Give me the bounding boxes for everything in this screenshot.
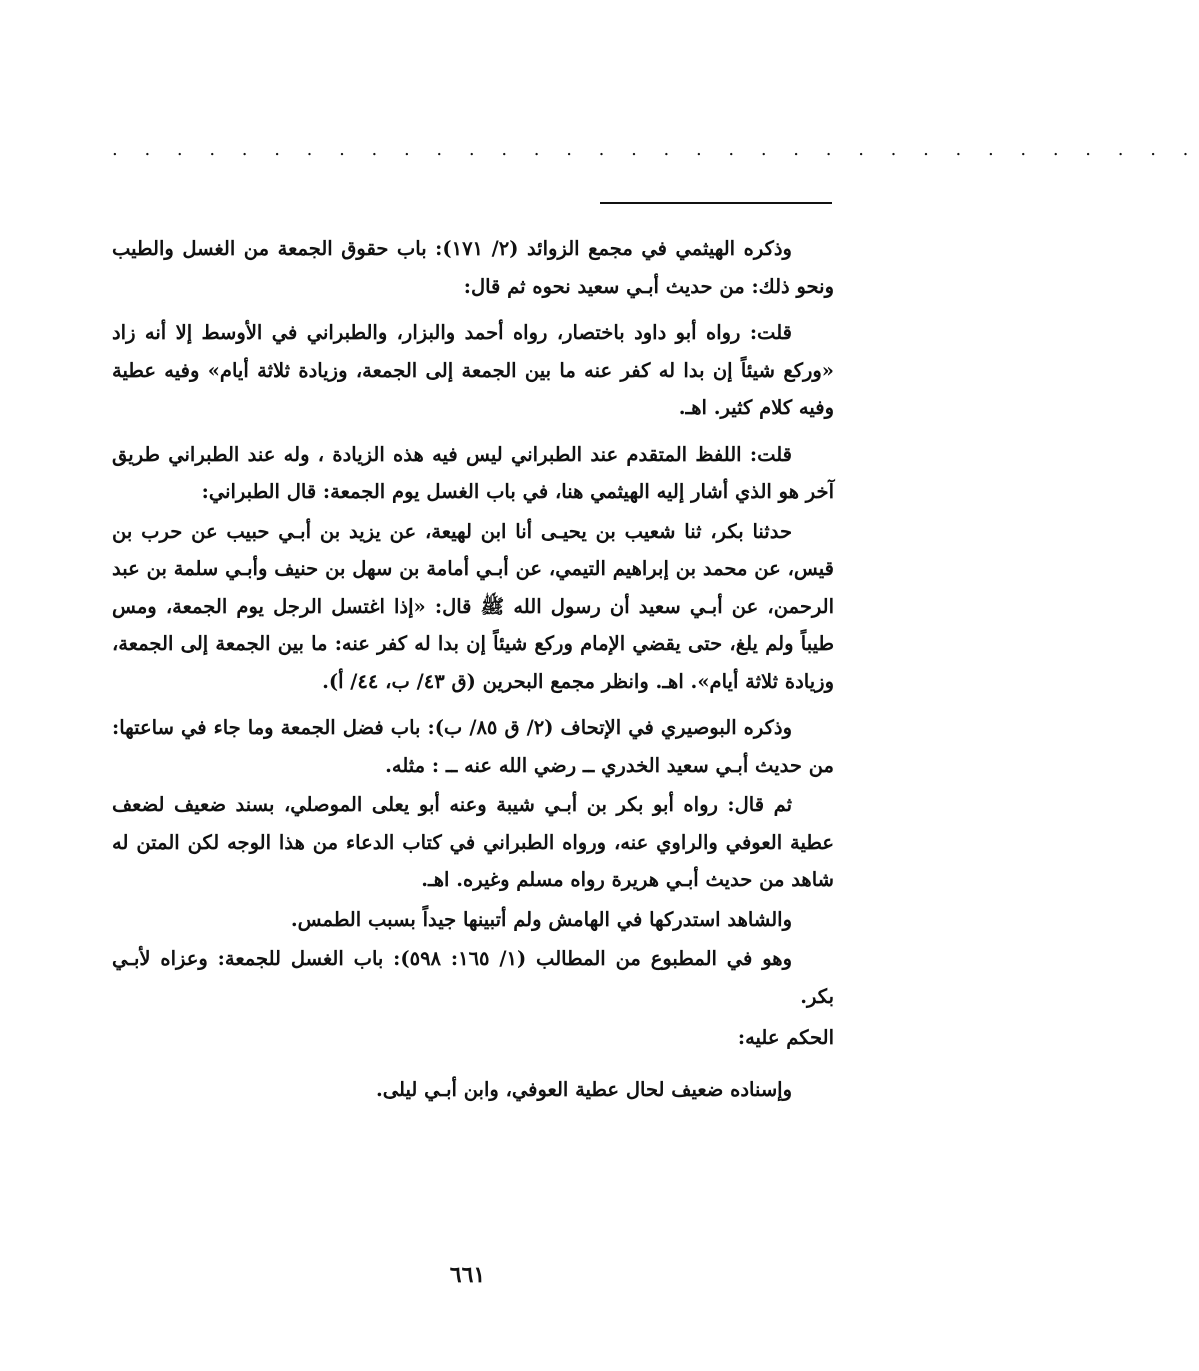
paragraph-qultu-2: قلت: اللفظ المتقدم عند الطبراني ليس فيه هذه الزيادة ، وله عند الطبراني طريق آخر هو الذي أشار إليه الهيثمي هنا، في باب الغسل يوم الجمعة: قال الطبراني: — [112, 442, 834, 503]
separator-dots: . . . . . . . . . . . . . . . . . . . . . . . . . . . . . . . . . . — [112, 139, 1199, 160]
page-number: ٦٦١ — [449, 1262, 486, 1288]
paragraph-shahid: والشاهد استدركها في الهامش ولم أتبينها جيداً بسبب الطمس. — [290, 907, 792, 931]
paragraph-matalib: وهو في المطبوع من المطالب (١/ ١٦٥: ٥٩٨): باب الغسل للجمعة: وعزاه لأبـي بكر. — [112, 947, 834, 1008]
section-heading: الحكم عليه: — [737, 1026, 834, 1049]
footnote-rule — [600, 202, 832, 204]
paragraph-thumma-qala: ثم قال: رواه أبو بكر بن أبـي شيبة وعنه أبو يعلى الموصلي، بسند ضعيف لضعف عطية العوفي والراوي عنه، ورواه الطبراني في كتاب الدعاء من هذا الوجه لكن المتن له شاهد من حديث أبـي هريرة رواه مسلم وغيره. اهـ. — [112, 793, 834, 891]
paragraph-busiri: وذكره البوصيري في الإتحاف (٢/ ق ٨٥/ ب): باب فضل الجمعة وما جاء في ساعتها: من حديث أبـي سعيد الخدري ــ رضي الله عنه ــ : مثله. — [112, 716, 834, 777]
paragraph-haythami: وذكره الهيثمي في مجمع الزوائد (٢/ ١٧١): باب حقوق الجمعة من الغسل والطيب ونحو ذلك: من حديث أبـي سعيد نحوه ثم قال: — [112, 237, 834, 298]
paragraph-verdict: وإسناده ضعيف لحال عطية العوفي، وابن أبـي ليلى. — [375, 1077, 792, 1101]
paragraph-qultu-1: قلت: رواه أبو داود باختصار، رواه أحمد والبزار، والطبراني في الأوسط إلا أنه زاد «وركع شيئاً إن بدا له كفر عنه ما بين الجمعة إلى الجمعة، وزيادة ثلاثة أيام» وفيه عطية وفيه كلام كثير. اهـ. — [112, 321, 834, 419]
body-text — [112, 230, 834, 1128]
paragraph-hadith-chain: حدثنا بكر، ثنا شعيب بن يحيـى أنا ابن لهيعة، عن يزيد بن أبـي حبيب عن حرب بن قيس، عن محمد بن إبراهيم التيمي، عن أبـي أمامة بن سهل بن حنيف وأبـي سلمة بن عبد الرحمن، عن أبـي سعيد أن رسول الله ﷺ قال: «إذا اغتسل الرجل يوم الجمعة، ومس طيباً ولم يلغ، حتى يقضي الإمام وركع شيئاً إن بدا له كفر عنه: ما بين الجمعة إلى الجمعة، وزيادة ثلاثة أيام». اهـ. وانظر مجمع البحرين (ق ٤٣/ ب، ٤٤/ أ). — [112, 519, 834, 693]
